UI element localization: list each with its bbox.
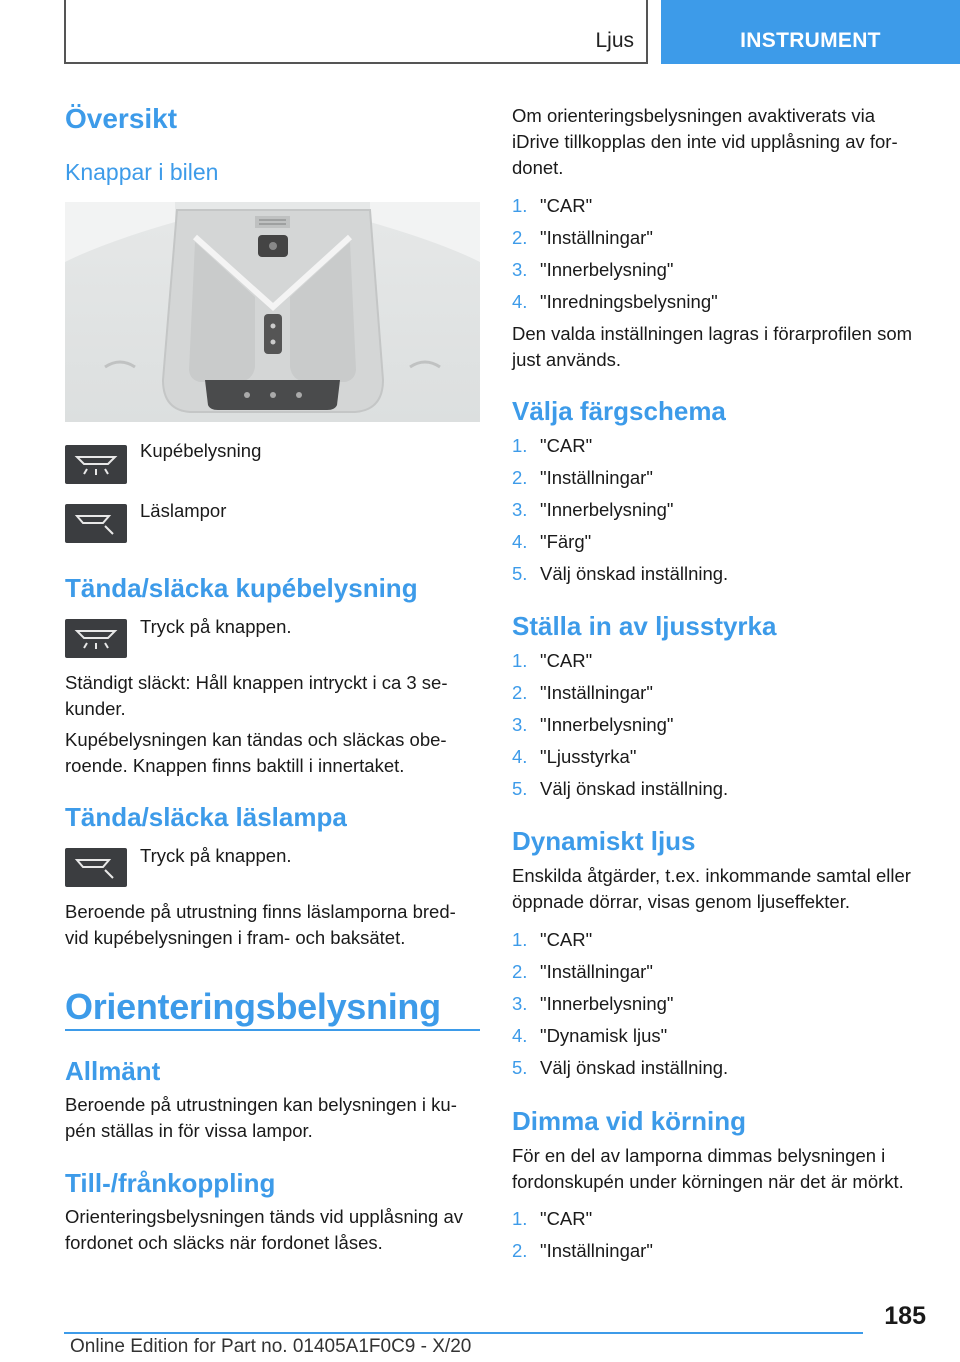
dynamic-p1b: öppnade dörrar, visas genom ljuseffekter. — [512, 891, 851, 912]
list-item: 3. "Innerbelysning" — [512, 499, 674, 520]
roof-console-image — [65, 202, 480, 422]
list-item: 3. "Innerbelysning" — [512, 259, 674, 280]
footer-divider — [64, 1332, 863, 1334]
list-item: 4. "Dynamisk ljus" — [512, 1025, 668, 1046]
intro-line-3: donet. — [512, 157, 564, 178]
brightness-steps — [512, 645, 728, 805]
list-item: 3. "Innerbelysning" — [512, 714, 674, 735]
intro-line-1: Om orienteringsbelysningen avaktiverats via — [512, 105, 875, 126]
interior-press-text: Tryck på knappen. — [140, 616, 292, 637]
list-item: 4. "Inredningsbelysning" — [512, 291, 718, 312]
list-item: 1. "CAR" — [512, 929, 593, 950]
color-steps — [512, 430, 728, 590]
interior-p1b: kunder. — [65, 698, 126, 719]
switching-p1: Orienteringsbelysningen tänds vid upplåsning av — [65, 1206, 464, 1227]
dynamic-title: Dynamiskt ljus — [512, 826, 696, 856]
list-item: 4. "Ljusstyrka" — [512, 746, 637, 767]
general-p1: Beroende på utrustningen kan belysningen i ku- — [65, 1094, 457, 1115]
list-item: 2. "Inställningar" — [512, 1240, 653, 1261]
reading-press-text: Tryck på knappen. — [140, 845, 292, 866]
list-item: 1. "CAR" — [512, 650, 593, 671]
dynamic-steps — [512, 924, 728, 1084]
interior-light-icon — [65, 445, 127, 484]
general-title: Allmänt — [65, 1056, 161, 1086]
buttons-subtitle: Knappar i bilen — [65, 159, 219, 185]
title-underline — [65, 1029, 480, 1031]
list-item: 2. "Inställningar" — [512, 467, 653, 488]
footer-edition: Online Edition for Part no. 01405A1F0C9 - X/20 — [70, 1336, 472, 1357]
legend-label-reading: Läslampor — [140, 500, 227, 521]
reading-lamp-icon — [65, 504, 127, 543]
orientation-title: Orienteringsbelysning — [65, 986, 441, 1027]
reading-lamp-icon — [65, 848, 127, 887]
switching-p1b: fordonet och släcks när fordonet låses. — [65, 1232, 383, 1253]
list-item: 2. "Inställningar" — [512, 961, 653, 982]
interior-light-title: Tända/släcka kupébelysning — [65, 573, 418, 603]
dimming-p1b: fordonskupén under körningen när det är mörkt. — [512, 1171, 904, 1192]
page-number: 185 — [884, 1302, 926, 1330]
interior-light-icon — [65, 619, 127, 658]
interior-p2b: roende. Knappen finns baktill i innertaket. — [65, 755, 405, 776]
steps-list-1 — [512, 190, 718, 318]
switching-title: Till-/frånkoppling — [65, 1168, 276, 1198]
list-item: 4. "Färg" — [512, 531, 592, 552]
dimming-p1: För en del av lamporna dimmas belysningen i — [512, 1145, 886, 1166]
list-item: 1. "CAR" — [512, 1208, 593, 1229]
saved-line-1: Den valda inställningen lagras i förarprofilen som — [512, 323, 913, 344]
interior-p2: Kupébelysningen kan tändas och släckas obe- — [65, 729, 447, 750]
reading-p1: Beroende på utrustning finns läslamporna bred- — [65, 901, 456, 922]
list-item: 1. "CAR" — [512, 435, 593, 456]
saved-line-2: just används. — [512, 349, 622, 370]
list-item: 3. "Innerbelysning" — [512, 993, 674, 1014]
list-item: 2. "Inställningar" — [512, 682, 653, 703]
general-p1b: pén ställas in för vissa lampor. — [65, 1120, 313, 1141]
header-frame — [64, 0, 648, 64]
header-tab[interactable]: INSTRUMENT — [661, 0, 960, 64]
list-item: 5. Välj önskad inställning. — [512, 778, 729, 799]
list-item: 5. Välj önskad inställning. — [512, 563, 729, 584]
dimming-title: Dimma vid körning — [512, 1106, 747, 1136]
interior-p1: Ständigt släckt: Håll knappen intryckt i ca 3 se- — [65, 672, 448, 693]
reading-p1b: vid kupébelysningen i fram- och baksätet. — [65, 927, 406, 948]
list-item: 1. "CAR" — [512, 195, 593, 216]
header-section: Ljus — [595, 29, 634, 52]
brightness-title: Ställa in av ljusstyrka — [512, 611, 777, 641]
dynamic-p1: Enskilda åtgärder, t.ex. inkommande samtal eller — [512, 865, 911, 886]
list-item: 5. Välj önskad inställning. — [512, 1057, 729, 1078]
intro-line-2: iDrive tillkopplas den inte vid upplåsning av for- — [512, 131, 898, 152]
legend-label-interior: Kupébelysning — [140, 440, 262, 461]
list-item: 2. "Inställningar" — [512, 227, 653, 248]
reading-lamp-title: Tända/släcka läslampa — [65, 802, 347, 832]
overview-title: Översikt — [65, 103, 178, 134]
color-title: Välja färgschema — [512, 396, 726, 426]
dimming-steps — [512, 1203, 653, 1267]
